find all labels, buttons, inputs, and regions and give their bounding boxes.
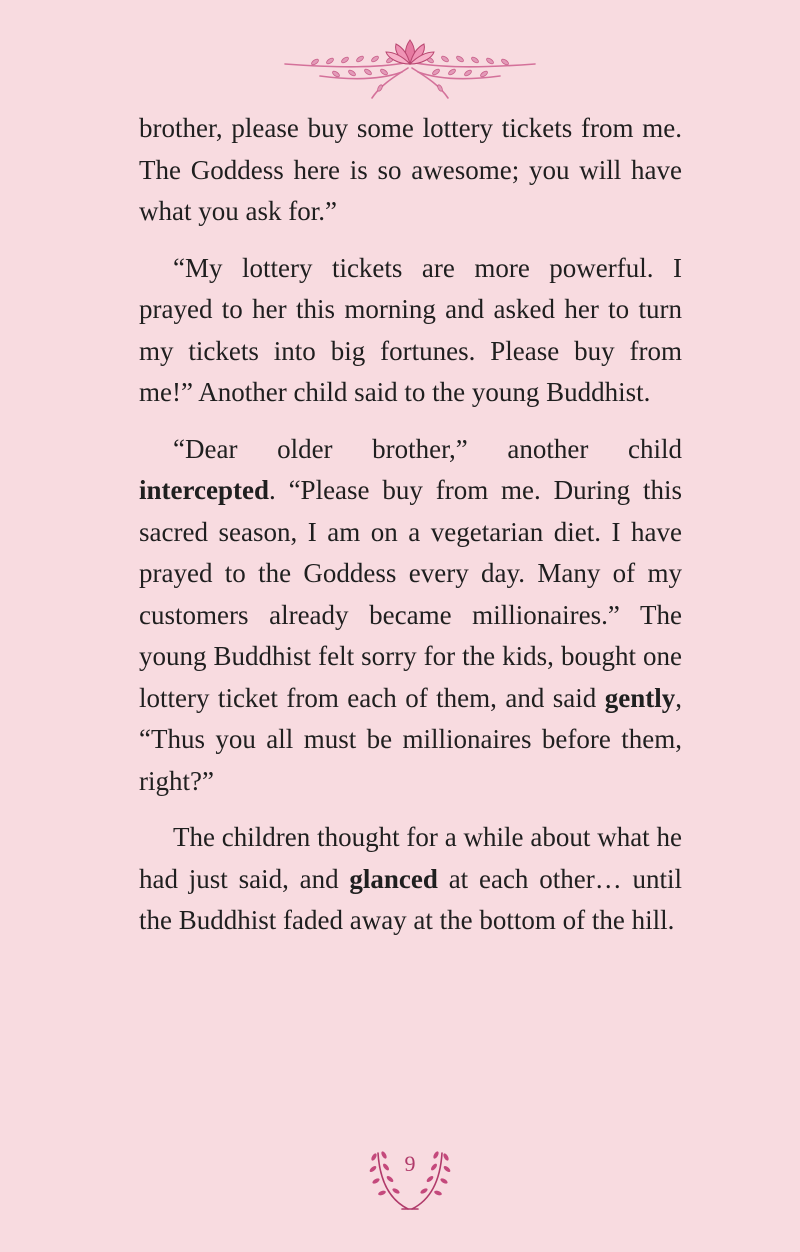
- paragraph: [139, 108, 682, 233]
- paragraph-text: at each other… until the Buddhist faded away at the bottom of the hill.: [139, 863, 682, 935]
- paragraph-text: , “Thus you all must be millionaires before them, right?”: [139, 682, 682, 796]
- vocabulary-word: gently: [604, 682, 676, 713]
- paragraph: [139, 817, 682, 942]
- paragraph-text: “My lottery tickets are more powerful. I prayed to her this morning and asked her to turn my tickets into big fortunes. Please buy from me!” Another child said to the young Buddhist.: [139, 252, 682, 407]
- story-text: [139, 108, 682, 957]
- vocabulary-word: glanced: [349, 863, 438, 894]
- paragraph: [139, 248, 682, 414]
- paragraph-text: The children thought for a while about what he had just said, and: [139, 822, 682, 894]
- paragraph-text: “Dear older brother,” another child: [173, 433, 682, 464]
- vocabulary-word: intercepted: [139, 475, 269, 505]
- lotus-vine-icon: [280, 34, 540, 104]
- page-number: 9: [404, 1151, 416, 1176]
- paragraph-text: brother, please buy some lottery tickets from me. The Goddess here is so awesome; you will have what you ask for.”: [139, 113, 682, 226]
- paragraph: [139, 429, 682, 803]
- paragraph-text: . “Please buy from me. During this sacred season, I am on a vegetarian diet. I have prayed to the Goddess every day. Many of my customers already became millionaires.” The young Buddhist felt sorry for the kids, bought one lottery ticket from each of them, and said: [139, 475, 682, 713]
